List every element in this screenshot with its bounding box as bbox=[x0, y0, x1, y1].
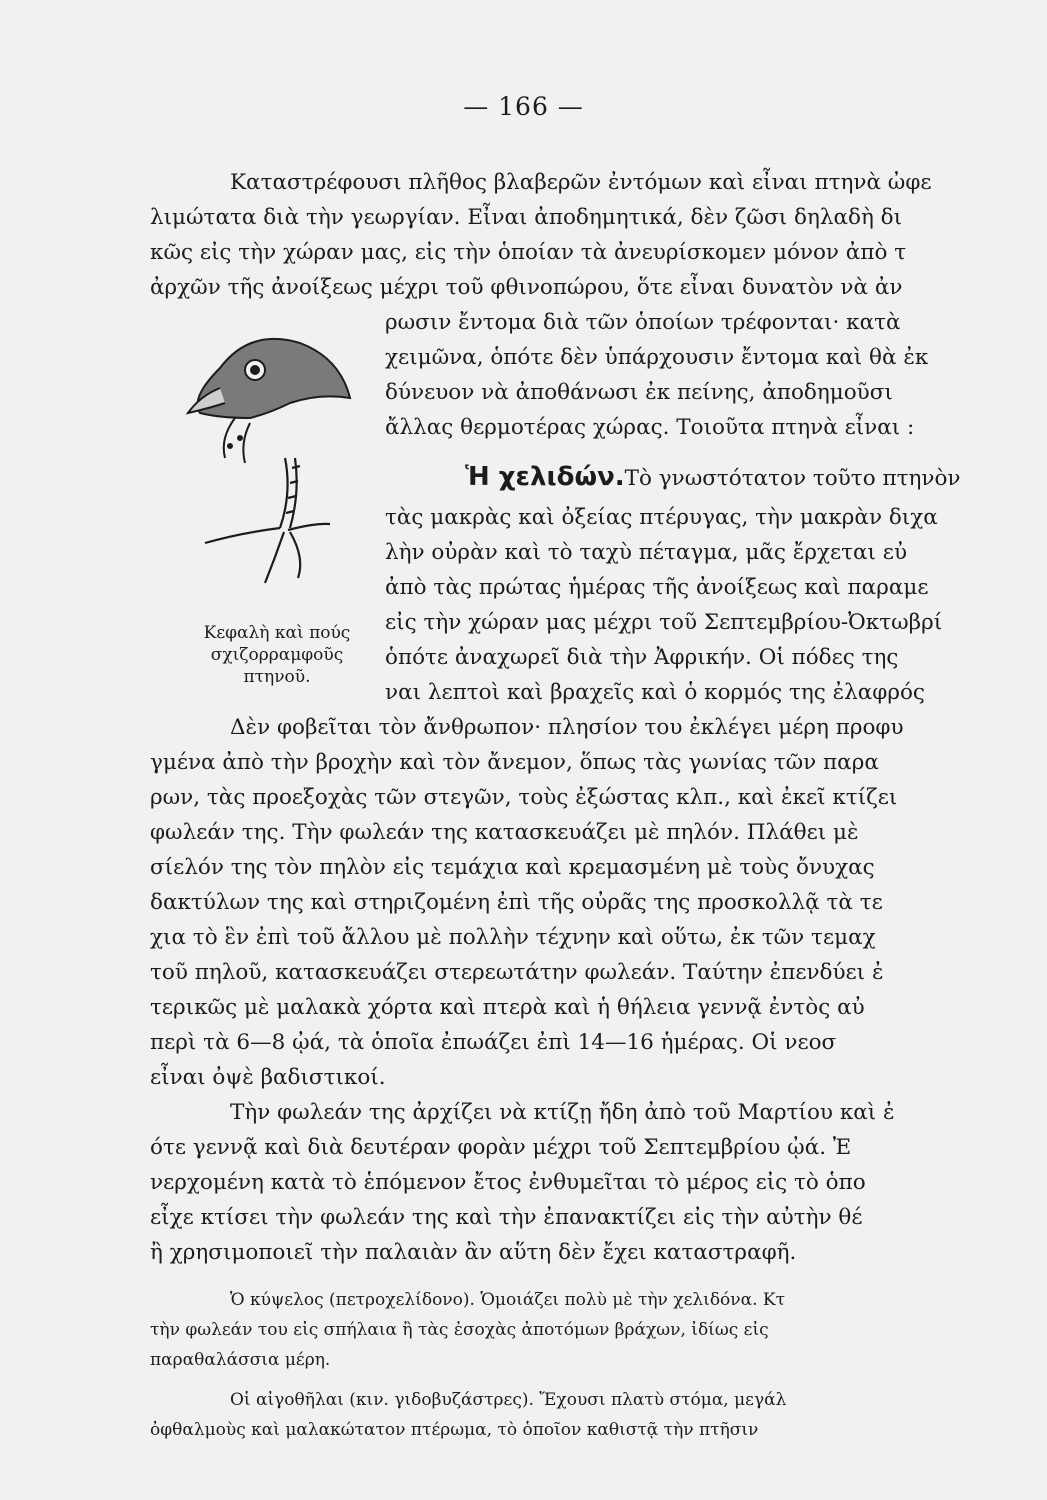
text-line: κῶς εἰς τὴν χώραν μας, εἰς τὴν ὁποίαν τὰ ἀνευρίσκομεν μόνον ἀπὸ τ bbox=[150, 240, 907, 265]
text-line: τερικῶς μὲ μαλακὰ χόρτα καὶ πτερὰ καὶ ἡ θήλεια γεννᾷ ἐντὸς αὐ bbox=[150, 995, 865, 1020]
text-line: εἶχε κτίσει τὴν φωλεάν της καὶ τὴν ἐπανακτίζει εἰς τὴν αὐτὴν θέ bbox=[150, 1205, 863, 1230]
text-line: Δὲν φοβεῖται τὸν ἄνθρωπον· πλησίον του ἐκλέγει μέρη προφυ bbox=[230, 715, 904, 740]
text-line: φωλεάν της. Τὴν φωλεάν της κατασκευάζει μὲ πηλόν. Πλάθει μὲ bbox=[150, 820, 859, 845]
text-line: γμένα ἀπὸ τὴν βροχὴν καὶ τὸν ἄνεμον, ὅπως τὰς γωνίας τῶν παρα bbox=[150, 750, 879, 775]
bird-head-and-foot-illustration bbox=[180, 318, 370, 618]
text-line: ἢ χρησιμοποιεῖ τὴν παλαιὰν ἂν αὕτη δὲν ἔχει καταστραφῆ. bbox=[150, 1240, 797, 1265]
text-line: ἀρχῶν τῆς ἀνοίξεως μέχρι τοῦ φθινοπώρου, ὅτε εἶναι δυνατὸν νὰ ἀν bbox=[150, 275, 903, 300]
text-line: σίελόν της τὸν πηλὸν εἰς τεμάχια καὶ κρεμασμένη μὲ τοὺς ὄνυχας bbox=[150, 855, 875, 880]
text-line: ἄλλας θερμοτέρας χώρας. Τοιοῦτα πτηνὰ εἶναι : bbox=[385, 415, 915, 440]
text-line: χειμῶνα, ὁπότε δὲν ὑπάρχουσιν ἔντομα καὶ θὰ ἐκ bbox=[385, 345, 929, 370]
small-text-line: Ὁ κύψελος (πετροχελίδονο). Ὁμοιάζει πολὺ μὲ τὴν χελιδόνα. Κτ bbox=[230, 1290, 786, 1310]
small-text-line: ὀφθαλμοὺς καὶ μαλακώτατον πτέρωμα, τὸ ὁποῖον καθιστᾷ τὴν πτῆσιν bbox=[150, 1420, 759, 1440]
text-line: λὴν οὐρὰν καὶ τὸ ταχὺ πέταγμα, μᾶς ἔρχεται εὐ bbox=[385, 540, 908, 565]
caption-line: σχιζορραμφοῦς bbox=[210, 645, 344, 665]
text-line: ὁπότε ἀναχωρεῖ διὰ τὴν Ἀφρικήν. Οἱ πόδες της bbox=[385, 645, 899, 670]
bird-foot-drawing bbox=[205, 458, 330, 583]
text-line: τὰς μακρὰς καὶ ὀξείας πτέρυγας, τὴν μακρὰν διχα bbox=[385, 505, 938, 530]
section-heading-line bbox=[465, 462, 960, 494]
bird-head-drawing bbox=[188, 339, 350, 463]
text-line: ἀπὸ τὰς πρώτας ἡμέρας τῆς ἀνοίξεως καὶ παραμε bbox=[385, 575, 929, 600]
text-line: δύνευον νὰ ἀποθάνωσι ἐκ πείνης, ἀποδημοῦσι bbox=[385, 380, 893, 405]
heading-rest: Τὸ γνωστότατον τοῦτο πτηνὸν bbox=[624, 466, 961, 491]
caption-line: Κεφαλὴ καὶ πούς bbox=[203, 623, 351, 643]
text-line: ότε γεννᾷ καὶ διὰ δευτέραν φορὰν μέχρι τοῦ Σεπτεμβρίου ᾠά. Ἐ bbox=[150, 1135, 852, 1160]
section-heading: Ἡ χελιδών. bbox=[465, 462, 625, 492]
small-text-line: τὴν φωλεάν του εἰς σπήλαια ἢ τὰς ἐσοχὰς ἀποτόμων βράχων, ἰδίως εἰς bbox=[150, 1320, 769, 1340]
text-line: ρωσιν ἔντομα διὰ τῶν ὁποίων τρέφονται· κατὰ bbox=[385, 310, 901, 335]
text-line: ρων, τὰς προεξοχὰς τῶν στεγῶν, τοὺς ἐξώστας κλπ., καὶ ἐκεῖ κτίζει bbox=[150, 785, 898, 810]
small-text-line: Οἱ αἰγοθῆλαι (κιν. γιδοβυζάστρες). Ἔχουσι πλατὺ στόμα, μεγάλ bbox=[230, 1390, 787, 1410]
page-number: — 166 — bbox=[463, 92, 584, 121]
text-line: εἶναι ὀψὲ βαδιστικοί. bbox=[150, 1065, 386, 1090]
text-line: χια τὸ ἓν ἐπὶ τοῦ ἄλλου μὲ πολλὴν τέχνην καὶ οὕτω, ἐκ τῶν τεμαχ bbox=[150, 925, 876, 950]
text-line: νερχομένη κατὰ τὸ ἑπόμενον ἔτος ἐνθυμεῖται τὸ μέρος εἰς τὸ ὁπο bbox=[150, 1170, 866, 1195]
figure-caption bbox=[172, 622, 382, 688]
text-line: εἰς τὴν χώραν μας μέχρι τοῦ Σεπτεμβρίου-Ὀκτωβρί bbox=[385, 610, 943, 635]
text-line: ναι λεπτοὶ καὶ βραχεῖς καὶ ὁ κορμός της ἐλαφρός bbox=[385, 680, 925, 705]
text-line: δακτύλων της καὶ στηριζομένη ἐπὶ τῆς οὐρᾶς της προσκολλᾷ τὰ τε bbox=[150, 890, 883, 915]
caption-line: πτηνοῦ. bbox=[243, 667, 311, 687]
text-line: λιμώτατα διὰ τὴν γεωργίαν. Εἶναι ἀποδημητικά, δὲν ζῶσι δηλαδὴ δι bbox=[150, 205, 903, 230]
text-line: Καταστρέφουσι πλῆθος βλαβερῶν ἐντόμων καὶ εἶναι πτηνὰ ὠφε bbox=[230, 170, 932, 195]
text-line: περὶ τὰ 6—8 ᾠά, τὰ ὁποῖα ἐπωάζει ἐπὶ 14—16 ἡμέρας. Οἱ νεοσ bbox=[150, 1030, 837, 1055]
small-text-line: παραθαλάσσια μέρη. bbox=[150, 1350, 331, 1370]
text-line: τοῦ πηλοῦ, κατασκευάζει στερεωτάτην φωλεάν. Ταύτην ἐπενδύει ἐ bbox=[150, 960, 884, 985]
text-line: Τὴν φωλεάν της ἀρχίζει νὰ κτίζῃ ἤδη ἀπὸ τοῦ Μαρτίου καὶ ἐ bbox=[230, 1100, 895, 1125]
